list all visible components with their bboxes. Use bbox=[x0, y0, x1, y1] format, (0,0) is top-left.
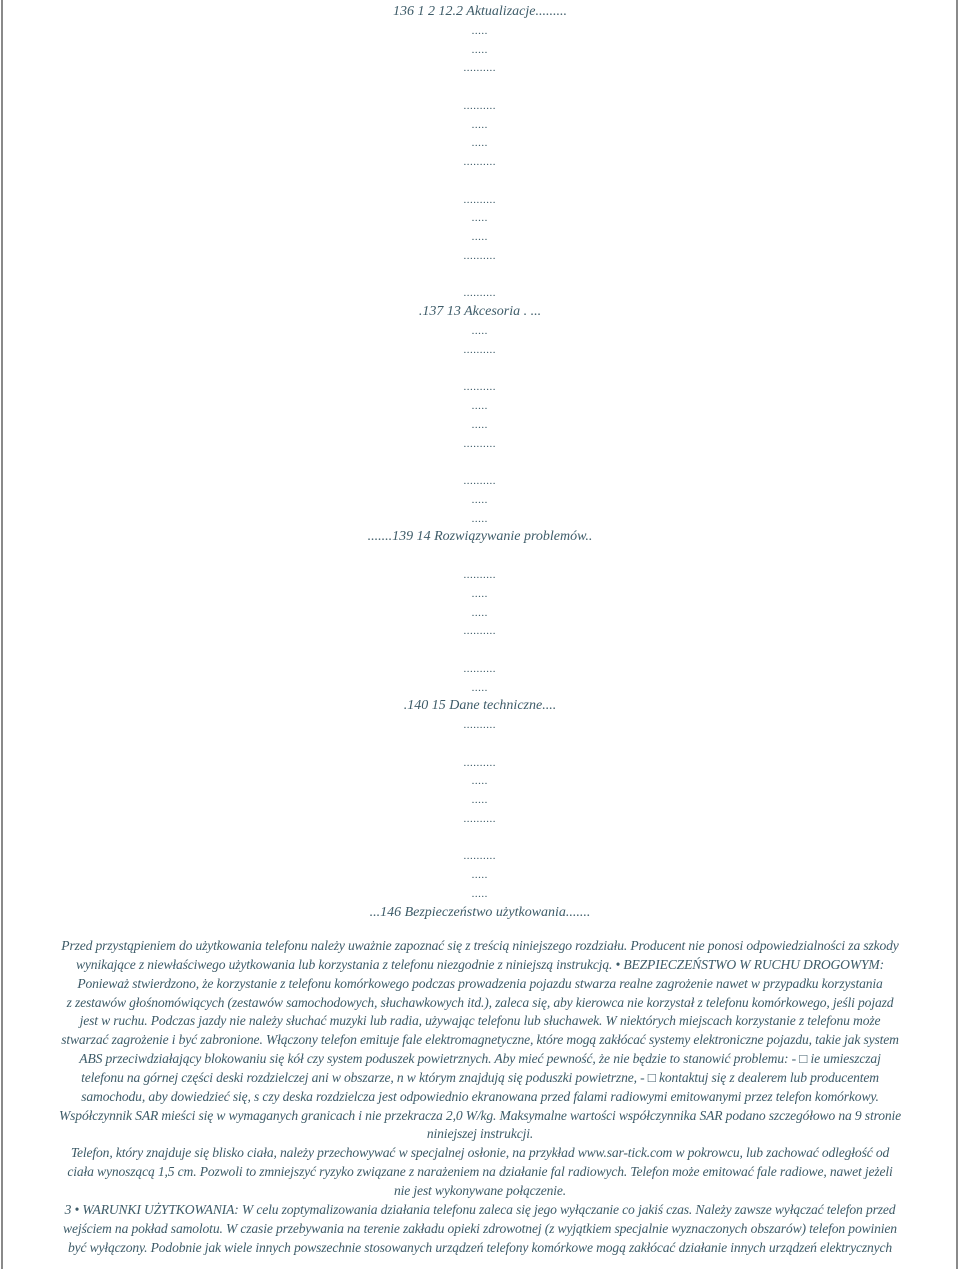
body-text-line: jest w ruchu. Podczas jazdy nie należy słuchać muzyki lub radia, używając telefonu lub słuchawek. W niektórych miejscach korzystanie z telefonu może bbox=[79, 1013, 881, 1029]
body-text-line: telefonu na górnej części deski rozdzielczej ani w obszarze, n w którym znajdują się poduszki powietrzne, - □ kontaktuj się z dealerem lub producentem bbox=[81, 1069, 879, 1085]
toc-leader-line: .......... bbox=[463, 568, 497, 581]
toc-leader-line bbox=[4, 172, 956, 191]
toc-leader-line: ..... bbox=[471, 137, 489, 150]
body-text-line: Ponieważ stwierdzono, że korzystanie z telefonu komórkowego podczas prowadzenia pojazdu stwarza realne zagrożenie nawet w przypadku korzystania bbox=[77, 975, 883, 991]
toc-leader-line: ..... bbox=[471, 212, 489, 225]
safety-section-text bbox=[3, 937, 957, 1257]
toc-leader-line bbox=[4, 829, 956, 848]
body-text-line: być wyłączony. Podobnie jak wiele innych powszechnie stosowanych urządzeń telefony komórkowe mogą zakłócać działanie innych urządzeń elektrycznych bbox=[67, 1239, 893, 1255]
toc-leader-line bbox=[4, 266, 956, 285]
toc-leader-line: .......... bbox=[463, 625, 497, 638]
toc-leader-line: ..... bbox=[471, 869, 489, 882]
toc-entry: .......139 14 Rozwiązywanie problemów.. bbox=[367, 529, 593, 545]
toc-leader-line: ..... bbox=[471, 43, 489, 56]
body-text-line: wynikające z niewłaściwego użytkowania lub korzystania z telefonu niezgodnie z niniejszą instrukcją. • BEZPIECZEŃSTWO W RUCHU DROGOWYM: bbox=[76, 956, 884, 972]
toc-leader-line: .......... bbox=[463, 756, 497, 769]
toc-leader-line: ..... bbox=[471, 418, 489, 431]
toc-leader-line bbox=[4, 641, 956, 660]
toc-leader-line: .......... bbox=[463, 156, 497, 169]
toc-leader-line: ..... bbox=[471, 325, 489, 338]
toc-leader-line: .......... bbox=[463, 62, 497, 75]
toc-leader-line bbox=[4, 360, 956, 379]
toc-leader-line: ..... bbox=[471, 118, 489, 131]
toc-leader-line: .......... bbox=[463, 249, 497, 262]
body-text-line: Współczynnik SAR mieści się w wymaganych granicach i nie przekracza 2,0 W/kg. Maksymalne wartości współczynnika SAR podano szczegółowo na 9 stronie bbox=[58, 1107, 902, 1123]
toc-leader-line bbox=[4, 78, 956, 97]
toc-entry: .140 15 Dane techniczne.... bbox=[403, 698, 557, 714]
toc-leader-line: .......... bbox=[463, 662, 497, 675]
body-text-line: Telefon, który znajduje się blisko ciała, należy przechowywać w specjalnej osłonie, na przykład www.sar-tick.com w pokrowcu, lub zachować odległość od bbox=[70, 1145, 890, 1161]
toc-leader-line: ..... bbox=[471, 775, 489, 788]
toc-leader-line: ..... bbox=[471, 231, 489, 244]
toc-entry: 136 1 2 12.2 Aktualizacje......... bbox=[393, 4, 567, 19]
toc-leader-line: .......... bbox=[463, 437, 497, 450]
toc-leader-line: .......... bbox=[463, 850, 497, 863]
toc-leader-line: .......... bbox=[463, 812, 497, 825]
toc-leader-line: .......... bbox=[463, 287, 497, 300]
toc-leader-line: .......... bbox=[463, 381, 497, 394]
toc-leader-line: ..... bbox=[471, 400, 489, 413]
toc-leader-line: ..... bbox=[471, 24, 489, 37]
toc-leader-line: ..... bbox=[471, 887, 489, 900]
toc-leader-line: .......... bbox=[463, 99, 497, 112]
body-text-line: niniejszej instrukcji. bbox=[426, 1126, 534, 1142]
toc-leader-line: .......... bbox=[463, 475, 497, 488]
body-text-line: wejściem na pokład samolotu. W czasie przebywania na terenie zakładu opieki zdrowotnej (z wyjątkiem specjalnie wyznaczonych obszarów) telefon powinien bbox=[63, 1220, 897, 1236]
toc-leader-line: .......... bbox=[463, 193, 497, 206]
body-text-line: Przed przystąpieniem do użytkowania telefonu należy uważnie zapoznać się z treścią niniejszego rozdziału. Producent nie ponosi odpowiedzialności za szkody bbox=[61, 938, 899, 953]
body-text-line: samochodu, aby dowiedzieć się, s czy deska rozdzielcza jest odpowiednio ekranowana przed falami radiowymi emitowanymi przez telefon komórkowy. bbox=[81, 1088, 879, 1104]
toc-entry: ...146 Bezpieczeństwo użytkowania....... bbox=[369, 904, 591, 920]
body-text-line: ABS przeciwdziałający blokowaniu się kół czy system poduszek powietrznych. Aby mieć pewność, że nie będzie to stanowić problemu: - □ ie umieszczaj bbox=[79, 1051, 881, 1067]
toc-leader-line: .......... bbox=[463, 719, 497, 732]
body-text-line: stwarzać zagrożenie i być zabronione. Włączony telefon emituje fale elektromagnetyczne, które mogą zakłócać systemy elektroniczne pojazdu, takie jak system bbox=[61, 1032, 899, 1048]
body-text-line: nie jest wykonywane połączenie. bbox=[393, 1182, 567, 1198]
toc-entry: .137 13 Akcesoria . ... bbox=[418, 304, 542, 320]
toc-leader-line: ..... bbox=[471, 606, 489, 619]
toc-leader-line bbox=[4, 547, 956, 566]
toc-leader-line: ..... bbox=[471, 587, 489, 600]
body-text-line: z zestawów głośnomówiących (zestawów samochodowych, słuchawkowych itd.), zaleca się, aby kierowca nie korzystał z telefonu komórkowego, jeśli pojazd bbox=[66, 994, 894, 1010]
toc-leader-line bbox=[4, 453, 956, 472]
toc-leader-line: ..... bbox=[471, 794, 489, 807]
table-of-contents bbox=[4, 3, 956, 923]
toc-leader-line: .......... bbox=[463, 343, 497, 356]
body-text-line: ciała wynoszącą 1,5 cm. Pozwoli to zmniejszyć ryzyko związane z narażeniem na działanie fal radiowych. Telefon może emitować fale radiowe, nawet jeżeli bbox=[67, 1164, 893, 1180]
toc-leader-line: ..... bbox=[471, 493, 489, 506]
toc-leader-line: ..... bbox=[471, 512, 489, 525]
toc-leader-line bbox=[4, 735, 956, 754]
toc-leader-line: ..... bbox=[471, 681, 489, 694]
body-text-line: 3 • WARUNKI UŻYTKOWANIA: W celu zoptymalizowania działania telefonu zaleca się jego wyłączanie co jakiś czas. Należy zawsze wyłączać telefon przed bbox=[64, 1201, 896, 1217]
